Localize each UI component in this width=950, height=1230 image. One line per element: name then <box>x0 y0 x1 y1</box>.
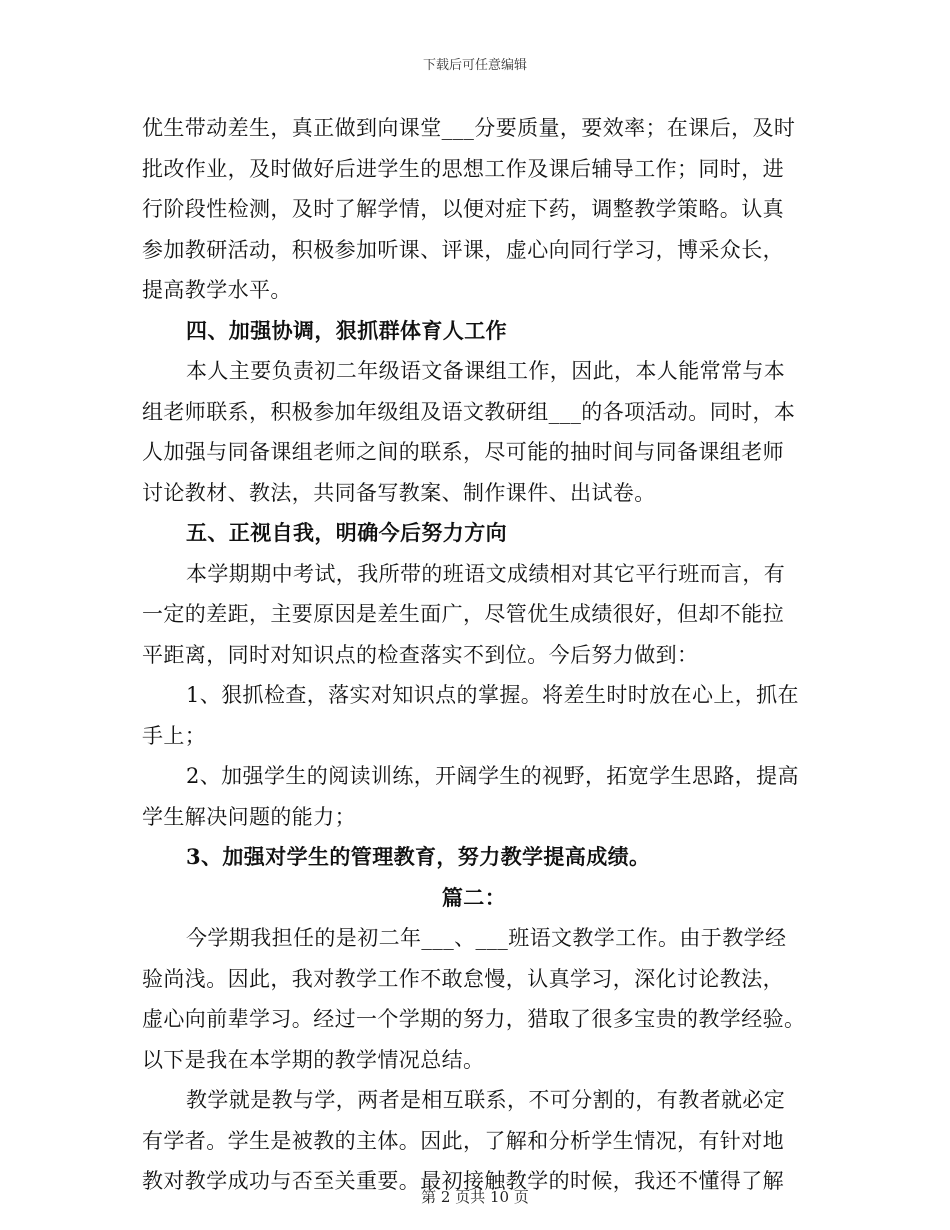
text-line: 教学就是教与学，两者是相互联系，不可分割的，有教者就必定 <box>186 1088 786 1112</box>
text-line: 今学期我担任的是初二年___、___班语文教学工作。由于教学经 <box>186 926 787 950</box>
section-heading-line: 四、加强协调，狠抓群体育人工作 <box>186 317 507 343</box>
text-line: 手上； <box>142 723 207 748</box>
text-line: 教对教学成功与否至关重要。最初接触教学的时候，我还不懂得了解 <box>142 1169 784 1193</box>
text-line: 提高教学水平。 <box>142 278 292 302</box>
text-line: 学生解决问题的能力； <box>142 804 356 829</box>
page-footer: 第 2 页共 10 页 <box>421 1188 529 1206</box>
section-heading-line: 五、正视自我，明确今后努力方向 <box>186 520 507 545</box>
text-line: 人加强与同备课组老师之间的联系，尽可能的抽时间与同备课组老师 <box>142 440 784 464</box>
section-heading-line: 3、加强对学生的管理教育，努力教学提高成绩。 <box>186 844 651 869</box>
text-line: 参加教研活动，积极参加听课、评课，虚心向同行学习，博采众长， <box>142 237 784 262</box>
text-line: 以下是我在本学期的教学情况总结。 <box>142 1047 485 1072</box>
text-line: 1、狠抓检查，落实对知识点的掌握。将差生时时放在心上，抓在 <box>186 683 799 707</box>
section-heading-line: 篇二： <box>441 884 507 910</box>
text-line: 有学者。学生是被教的主体。因此，了解和分析学生情况，有针对地 <box>142 1128 784 1153</box>
text-line: 行阶段性检测，及时了解学情，以便对症下药，调整教学策略。认真 <box>142 197 784 221</box>
text-line: 2、加强学生的阅读训练，开阔学生的视野，拓宽学生思路，提高 <box>186 764 799 788</box>
text-line: 本人主要负责初二年级语文备课组工作，因此，本人能常常与本 <box>186 359 786 383</box>
text-line: 组老师联系，积极参加年级组及语文教研组___的各项活动。同时，本 <box>142 399 796 424</box>
text-line: 虚心向前辈学习。经过一个学期的努力，猎取了很多宝贵的教学经验。 <box>142 1007 806 1031</box>
text-line: 本学期期中考试，我所带的班语文成绩相对其它平行班而言，有 <box>186 561 786 586</box>
text-line: 平距离，同时对知识点的检查落实不到位。今后努力做到： <box>142 642 699 667</box>
text-line: 优生带动差生，真正做到向课堂___分要质量，要效率；在课后，及时 <box>142 116 796 140</box>
text-line: 验尚浅。因此，我对教学工作不敢怠慢，认真学习，深化讨论教法， <box>142 966 784 991</box>
document-body <box>142 108 806 1202</box>
page-header: 下载后可任意编辑 <box>422 58 527 73</box>
text-line: 一定的差距，主要原因是差生面广，尽管优生成绩很好，但却不能拉 <box>142 602 784 626</box>
text-line: 批改作业，及时做好后进学生的思想工作及课后辅导工作；同时，进 <box>142 156 784 181</box>
text-line: 讨论教材、教法，共同备写教案、制作课件、出试卷。 <box>142 480 656 505</box>
